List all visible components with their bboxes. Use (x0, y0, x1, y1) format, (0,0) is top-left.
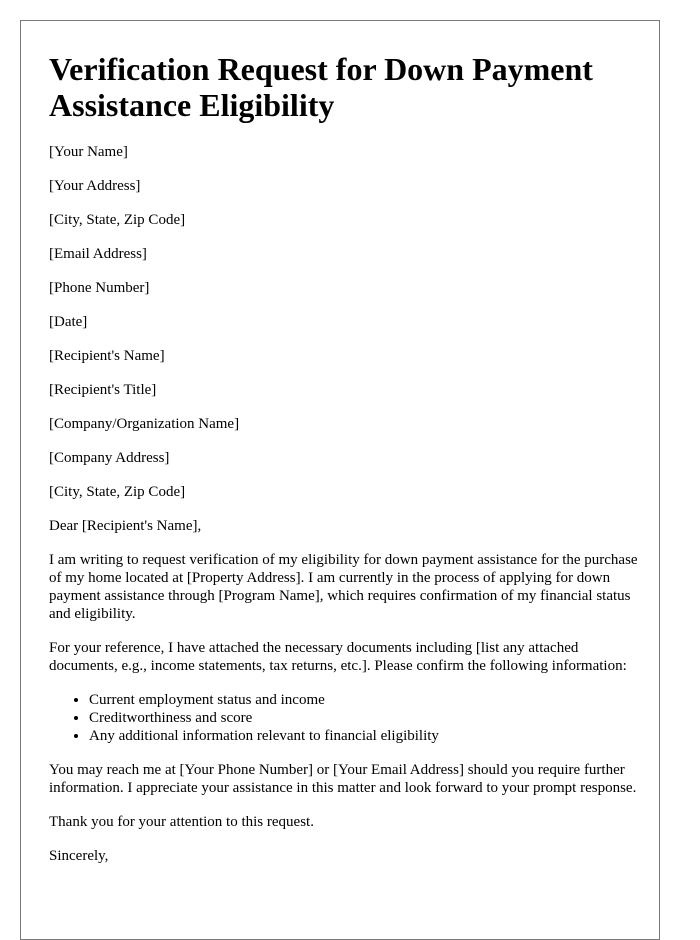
body-paragraph-3: You may reach me at [Your Phone Number] or [Your Email Address] should you require further information. I appreciate your assistance in this matter and look forward to your prompt response. (49, 762, 637, 796)
body-paragraph-1: I am writing to request verification of my eligibility for down payment assistance for the purchase of my home located at [Property Address]. I am currently in the process of applying for down payment assistance through [Program Name], which requires confirmation of my financial status and eligibility. (49, 552, 638, 622)
closing: Sincerely, (49, 848, 109, 864)
recipient-city-state-zip: [City, State, Zip Code] (49, 484, 186, 500)
sender-phone: [Phone Number] (49, 280, 150, 296)
recipient-name: [Recipient's Name] (49, 348, 165, 364)
recipient-company: [Company/Organization Name] (49, 416, 240, 432)
letter-title: Verification Request for Down Payment Assistance Eligibility (49, 51, 593, 123)
list-item: • Current employment status and income (89, 691, 639, 709)
body-paragraph-4: Thank you for your attention to this request. (49, 814, 314, 830)
sender-name: [Your Name] (49, 144, 128, 160)
recipient-address: [Company Address] (49, 450, 170, 466)
list-item: • Creditworthiness and score (89, 709, 639, 727)
body-paragraph-2: For your reference, I have attached the necessary documents including [list any attached documents, e.g., income statements, tax returns, etc.]. Please confirm the following information: (49, 640, 627, 674)
salutation: Dear [Recipient's Name], (49, 518, 202, 534)
letter-content (49, 51, 639, 881)
sender-email: [Email Address] (49, 246, 147, 262)
recipient-title: [Recipient's Title] (49, 382, 157, 398)
sender-address: [Your Address] (49, 178, 141, 194)
letter-page (20, 20, 660, 940)
list-item: • Any additional information relevant to financial eligibility (89, 727, 639, 745)
sender-city-state-zip: [City, State, Zip Code] (49, 212, 186, 228)
letter-date: [Date] (49, 314, 88, 330)
confirmation-list (49, 691, 639, 745)
